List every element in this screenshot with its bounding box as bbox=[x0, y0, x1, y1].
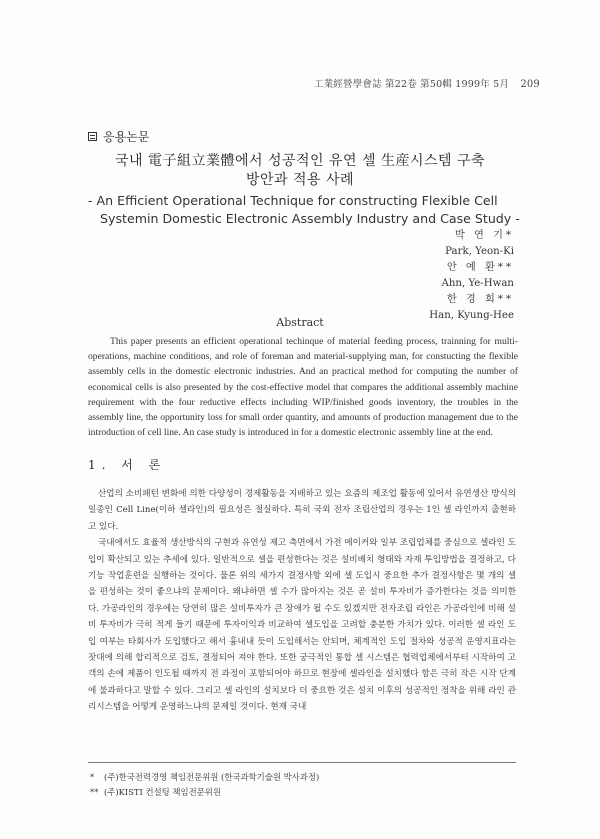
footnote-1 bbox=[90, 770, 319, 785]
author-1-korean: 박 연 기* bbox=[454, 230, 514, 241]
footnotes bbox=[90, 770, 319, 799]
author-1-english: Park, Yeon-Ki bbox=[445, 246, 514, 257]
author-list bbox=[429, 228, 514, 324]
english-title bbox=[88, 192, 528, 228]
author-2-english: Ahn, Ye-Hwan bbox=[441, 278, 514, 289]
body-paragraph: 산업의 소비패턴 변화에 의한 다양성이 경제활동을 지배하고 있는 요즘의 제조업 활동에 있어서 유연생산 방식의 일종인 Cell Line(이하 셀라인)의 필요성은 절실하다. 특히 국외 전자 조립산업의 경우는 1인 셀 라인까지 출현하고 있다. bbox=[88, 489, 516, 532]
section-body bbox=[88, 486, 516, 716]
article-category bbox=[88, 128, 149, 145]
english-title-line1: - An Efficient Operational Technique for constructing Flexible Cell bbox=[88, 193, 498, 208]
author-3-korean: 한 경 희** bbox=[446, 294, 514, 305]
category-box-icon bbox=[88, 132, 97, 141]
footnote-1-mark: * bbox=[90, 772, 95, 782]
author-3-english: Han, Kyung-Hee bbox=[429, 310, 514, 321]
footnote-2-text: (주)KISTI 컨설팅 책임전문위원 bbox=[104, 786, 221, 797]
footnote-2 bbox=[90, 785, 319, 800]
body-paragraph: 국내에서도 효율적 생산방식의 구현과 유연성 제고 측면에서 가전 메이커와 일부 조립업체를 중심으로 셀라인 도입이 확산되고 있는 추세에 있다. 일반적으로 셀을 편성한다는 것은 설비배치 형태와 자재 투입방법을 결정하고, 다기능 작업훈련을 실행하는 것이다. 물론 위의 세가지 결정사항 외에 셀 도입시 중요한 추가 결정사항은 몇 개의 셀을 편성하는 것이 좋으냐의 문제이다. 왜냐하면 셀 수가 많아지는 것은 곧 설비 투자비가 증가한다는 것을 의미한다. 가공라인의 경우에는 당연히 많은 설비투자가 큰 장애가 될 수도 있겠지만 전자조립 라인은 가공라인에 비해 설비 투자비가 극히 적게 들기 때문에 투자이익과 비교하여 셀도입을 고려할 충분한 가치가 있다. 이러한 셀 라인 도입 여부는 타회사가 도입했다고 해서 흉내내 듯이 도입해서는 안되며, 체계적인 도입 절차와 성공적 운영지표라는 잣대에 의해 합리적으로 검토, 결정되어 져야 한다. 또한 궁극적인 통합 셀 시스템은 협력업체에서부터 시작하여 고객의 손에 제품이 인도될 때까지 전 과정이 포함되어야 하므로 현장에 셀라인을 설치했다 함은 극히 작은 시작 단계에 불과하다고 말할 수 있다. 그리고 셀 라인의 설치보다 더 중요한 것은 설치 이후의 성공적인 정착을 위해 라인 관리시스템을 어떻게 운영하느냐의 문제일 것이다. 현재 국내 bbox=[88, 538, 516, 713]
footnote-2-mark: ** bbox=[90, 786, 99, 797]
english-title-line2: Systemin Domestic Electronic Assembly Industry and Case Study - bbox=[100, 211, 520, 226]
korean-title bbox=[0, 152, 600, 190]
author-2-korean: 안 예 환** bbox=[446, 262, 514, 273]
journal-citation: 工業經營學會誌 第22卷 第50輯 1999年 5月 bbox=[313, 79, 510, 90]
footnote-1-text: (주)한국전력경영 책임전문위원 (한국과학기술원 박사과정) bbox=[104, 772, 320, 782]
category-label: 응용논문 bbox=[103, 130, 150, 144]
section-title: 1. 서 론 bbox=[88, 458, 167, 472]
page-number: 209 bbox=[520, 79, 540, 90]
abstract-text: This paper presents an efficient operational techinque of material feeding process, trainning for multi-operations, machine conditions, and role of foreman and material-supplying man, for constucting the flexible assembly cells in the domestic electronic industries. And an practical method for computing the number of economical cells is also presented by the cost-effective model that compares the additional assembly machine requirement with the four reductive effects including WIP/finished goods inventory, the troubles in the assembly line, the opportunity loss for small order quantity, and amounts of production management due to the introduction of cell line. An case study is introduced in for a domestic electronic assembly line at the end. bbox=[88, 336, 518, 439]
korean-title-line2: 방안과 적용 사례 bbox=[245, 172, 355, 188]
running-header bbox=[314, 76, 540, 90]
abstract-heading: Abstract bbox=[276, 316, 324, 329]
korean-title-line1: 국내 電子組立業體에서 성공적인 유연 셀 生産시스템 구축 bbox=[114, 153, 486, 169]
footnote-divider bbox=[88, 762, 516, 763]
